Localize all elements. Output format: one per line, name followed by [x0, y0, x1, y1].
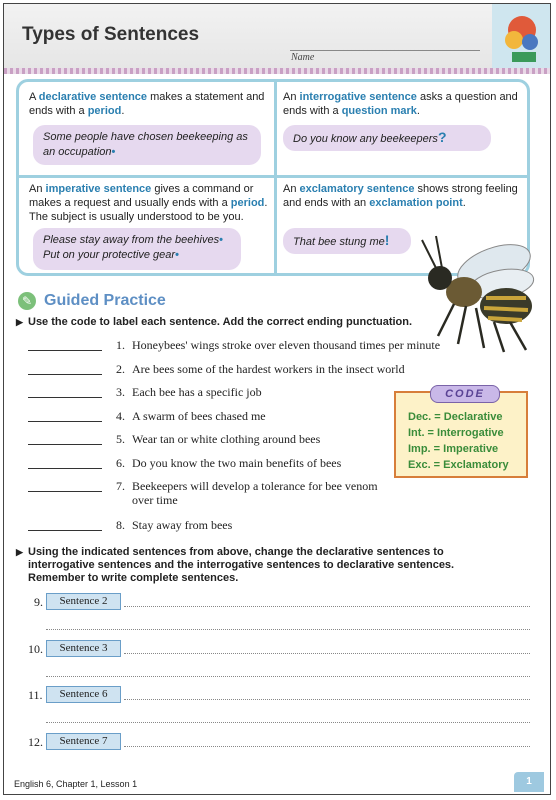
label-blank[interactable]: [28, 397, 102, 398]
instruction-1: ▶ Use the code to label each sentence. Add the correct ending punctuation.: [16, 316, 413, 328]
answer-line[interactable]: [46, 676, 530, 677]
header-stripe: [4, 68, 551, 74]
answer-line[interactable]: [46, 629, 530, 630]
answer-row: 9. Sentence 2: [14, 593, 534, 633]
label-blank[interactable]: [28, 491, 102, 492]
exclamatory-definition: An exclamatory sentence shows strong feeling and ends with an exclamation point.: [283, 183, 518, 209]
triangle-bullet-icon: ▶: [16, 317, 23, 327]
guided-practice-icon: ✎: [18, 292, 36, 310]
code-key-box: [394, 388, 528, 478]
code-line: Exc. = Exclamatory: [408, 459, 509, 471]
guided-practice-title: Guided Practice: [44, 292, 166, 309]
name-line[interactable]: [290, 50, 480, 51]
answer-line[interactable]: [124, 746, 530, 747]
footer-text: English 6, Chapter 1, Lesson 1: [14, 779, 138, 789]
imperative-examples: Please stay away from the beehives• Put on your protective gear•: [33, 228, 241, 270]
instruction-2: ▶ Using the indicated sentences from above, change the declarative sentences to interrogative sentences and the interrogative sentences to declarative sentences. Remember to write complete sentences.: [16, 546, 455, 584]
label-blank[interactable]: [28, 530, 102, 531]
label-blank[interactable]: [28, 444, 102, 445]
answer-line[interactable]: [124, 606, 530, 607]
answer-row: 12. Sentence 7: [14, 733, 534, 763]
label-blank[interactable]: [28, 350, 102, 351]
label-blank[interactable]: [28, 374, 102, 375]
code-line: Int. = Interrogative: [408, 427, 504, 439]
triangle-bullet-icon: ▶: [16, 547, 23, 557]
code-title: CODE: [430, 385, 500, 403]
answer-line[interactable]: [124, 699, 530, 700]
code-line: Dec. = Declarative: [408, 411, 503, 423]
exclamatory-example: That bee stung me!: [283, 228, 411, 254]
declarative-definition: A declarative sentence makes a statement and ends with a period.: [29, 91, 265, 117]
name-label: Name: [291, 52, 315, 63]
declarative-example: Some people have chosen beekeeping as an occupation•: [33, 125, 261, 165]
imperative-definition: An imperative sentence gives a command or makes a request and usually ends with a period. The subject is usually understood to be you.: [29, 183, 268, 223]
page-title: Types of Sentences: [22, 24, 200, 45]
header-illustration: [492, 4, 551, 68]
sentence-tag: Sentence 2: [46, 593, 121, 610]
sentence-tag: Sentence 6: [46, 686, 121, 703]
sentence-tag: Sentence 3: [46, 640, 121, 657]
interrogative-example: Do you know any beekeepers?: [283, 125, 491, 151]
page-number: 1: [514, 772, 544, 792]
interrogative-definition: An interrogative sentence asks a question and ends with a question mark.: [283, 91, 518, 117]
answer-row: 11. Sentence 6: [14, 686, 534, 726]
code-line: Imp. = Imperative: [408, 443, 499, 455]
label-blank[interactable]: [28, 468, 102, 469]
bee-illustration: [414, 226, 544, 356]
answer-row: 10. Sentence 3: [14, 640, 534, 680]
label-blank[interactable]: [28, 421, 102, 422]
sentence-tag: Sentence 7: [46, 733, 121, 750]
answer-line[interactable]: [124, 653, 530, 654]
answer-line[interactable]: [46, 722, 530, 723]
worksheet-page: Types of Sentences Name A declarative sentence makes a statement and ends with a period. Some people have chosen beekeeping as an occupation• An interrogative sentence asks a question and ends with a question mark. Do you know any beekeepers? An imperative sentence gives a command or makes a request and usually ends with a period. The subject is usually understood to be you. Please stay away from the beehives• Put on your protective gear• An exclamatory sentence shows strong feeling and ends with an exclamation point. That bee stung me! ✎ Guided Practice ▶ Use the code to label each sentence. Add the correct ending punctuation. 1. Honeybees' wings stroke over eleven thousand times per minute 2. Are bees some of the hardest workers in the insect world 3. Each bee has a specific job 4. A swarm of bees chased me 5. Wear tan or white clothing around bees 6. Do you know the two main benefits of bees 7. Beekeepers will develop a tolerance for bee venom over time 8. Stay away from bees CODE Dec. = Declarative Int. = Interrogative Imp. = Imperative Exc. = Exclamatory ▶ Using the indicated sentences from above, change the declarative sentences to interrogative sentences and the interrogative sentences to declarative sentences. Remember to write complete sentences. 9. Sentence 2 10. Sentence 3 11. Sentence 6 12. Sentence 7 English 6, Chapter 1, Lesson 1 1: [3, 3, 551, 795]
